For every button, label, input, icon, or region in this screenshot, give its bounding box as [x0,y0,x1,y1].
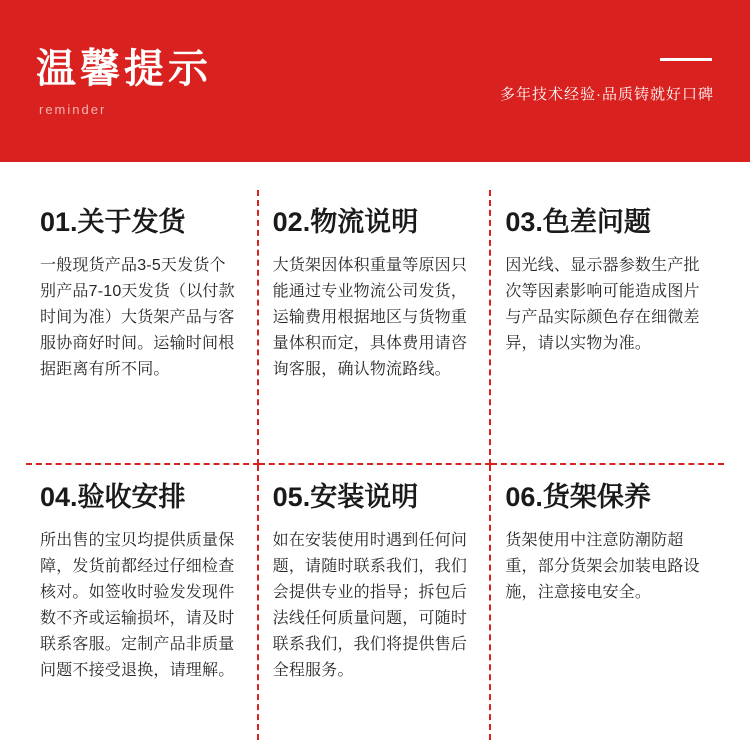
tip-body-02: 大货架因体积重量等原因只能通过专业物流公司发货，运输费用根据地区与货物重量体积而定，具体费用请咨询客服，确认物流路线。 [272,257,468,378]
tip-heading-02: 物流说明 [310,207,419,237]
banner-text-group [0,46,212,117]
tip-card-01 [26,190,259,465]
tip-body-03: 因光线、显示器参数生产批次等因素影响可能造成图片与产品实际颜色存在细微差异，请以实物为准。 [505,257,700,352]
tip-card-04 [26,465,259,740]
tip-index-06: 06. [505,482,543,512]
header-banner [0,0,750,162]
tip-title-01 [40,200,239,239]
tip-title-02 [273,200,472,239]
tip-card-03 [491,190,724,465]
tips-grid [0,162,750,740]
banner-slogan: 多年技术经验·品质铸就好口碑 [500,86,714,103]
tip-index-04: 04. [40,482,78,512]
banner-slogan-group [500,58,714,104]
tip-index-03: 03. [505,207,543,237]
page-subtitle: reminder [39,101,107,117]
tip-heading-05: 安装说明 [310,482,419,512]
tip-index-02: 02. [272,207,311,237]
tip-index-01: 01. [40,207,78,237]
dash-divider-icon [660,58,712,61]
tip-title-03 [505,200,706,239]
tip-body-04: 所出售的宝贝均提供质量保障，发货前都经过仔细检查核对。如签收时验发发现件数不齐或运输损坏，请及时联系客服。定制产品非质量问题不接受退换，请理解。 [40,532,235,679]
tip-title-05 [273,475,472,514]
tip-heading-04: 验收安排 [77,482,186,512]
tip-heading-06: 货架保养 [542,482,651,512]
tip-body-01: 一般现货产品3-5天发货个别产品7-10天发货（以付款时间为准）大货架产品与客服协商好时间。运输时间根据距离有所不同。 [40,257,235,378]
tip-heading-03: 色差问题 [542,207,651,237]
tip-body-05: 如在安装使用时遇到任何问题，请随时联系我们，我们会提供专业的指导；拆包后法线任何质量问题，可随时联系我们，我们将提供售后全程服务。 [272,532,468,679]
tip-card-06 [491,465,724,740]
tip-title-06 [505,475,706,514]
tip-body-06: 货架使用中注意防潮防超重，部分货架会加装电路设施，注意接电安全。 [505,532,700,601]
tip-card-02 [259,190,492,465]
tip-title-04 [40,475,239,514]
page-title: 温馨提示 [36,46,212,91]
tip-heading-01: 关于发货 [77,207,186,237]
tip-index-05: 05. [272,482,311,512]
tip-card-05 [259,465,492,740]
